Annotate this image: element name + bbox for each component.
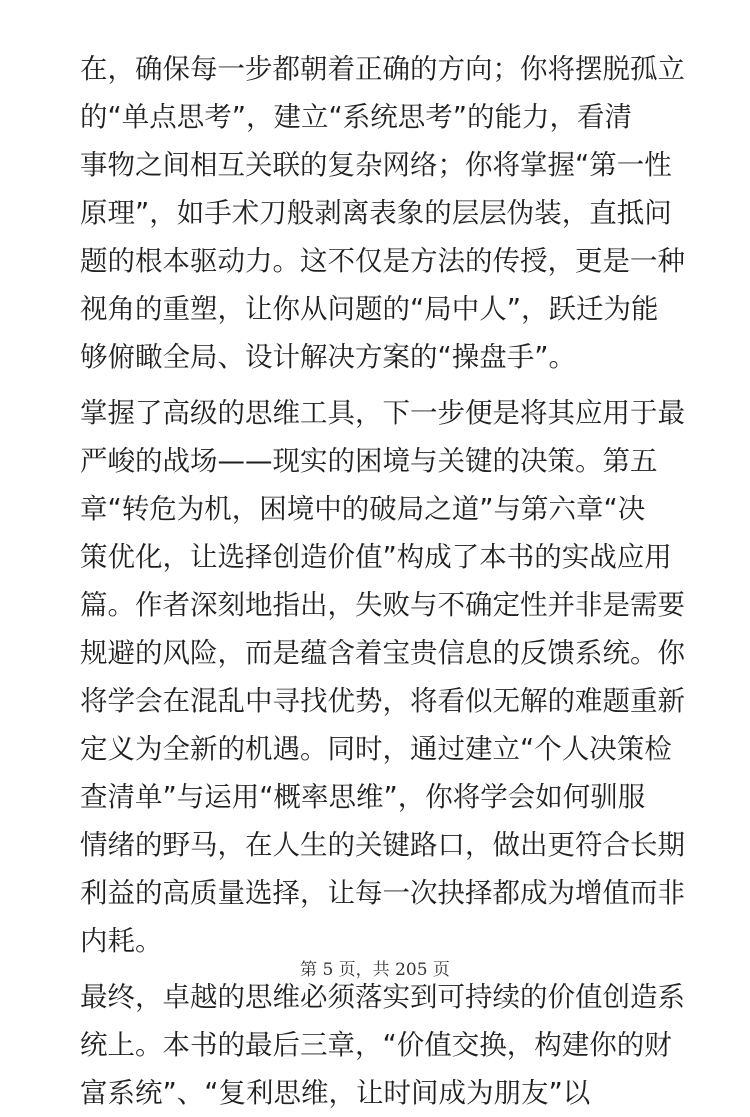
text-line: 最终，卓越的思维必须落实到可持续的价值创造系 bbox=[80, 981, 685, 1013]
text-line: 将学会在混乱中寻找优势，将看似无解的难题重新 bbox=[80, 685, 685, 717]
text-line: 章“转危为机，困境中的破局之道”与第六章“决 bbox=[80, 493, 646, 525]
text-line: 事物之间相互关联的复杂网络；你将掌握“第一性 bbox=[80, 149, 672, 181]
text-line: 统上。本书的最后三章，“价值交换，构建你的财 bbox=[80, 1029, 672, 1061]
page-number-footer: 第 5 页，共 205 页 bbox=[300, 960, 450, 980]
text-line: 利益的高质量选择，让每一次抉择都成为增值而非 bbox=[80, 877, 685, 909]
text-line: 富系统”、“复利思维，让时间成为朋友”以 bbox=[80, 1077, 591, 1109]
text-line: 定义为全新的机遇。同时，通过建立“个人决策检 bbox=[80, 733, 672, 765]
text-line: 在，确保每一步都朝着正确的方向；你将摆脱孤立 bbox=[80, 53, 685, 85]
text-line: 够俯瞰全局、设计解决方案的“操盘手”。 bbox=[80, 341, 576, 373]
paragraph bbox=[80, 973, 685, 1117]
text-line: 视角的重塑，让你从问题的“局中人”，跃迁为能 bbox=[80, 293, 659, 325]
text-line: 规避的风险，而是蕴含着宝贵信息的反馈系统。你 bbox=[80, 637, 685, 669]
paragraph bbox=[80, 389, 685, 965]
text-line: 内耗。 bbox=[80, 925, 163, 957]
text-line: 篇。作者深刻地指出，失败与不确定性并非是需要 bbox=[80, 589, 685, 621]
text-line: 掌握了高级的思维工具，下一步便是将其应用于最 bbox=[80, 397, 685, 429]
text-line: 策优化，让选择创造价值”构成了本书的实战应用 bbox=[80, 541, 672, 573]
text-line: 题的根本驱动力。这不仅是方法的传授，更是一种 bbox=[80, 245, 685, 277]
text-line: 原理”，如手术刀般剥离表象的层层伪装，直抵问 bbox=[80, 197, 672, 229]
text-line: 的“单点思考”，建立“系统思考”的能力，看清 bbox=[80, 101, 632, 133]
text-line: 查清单”与运用“概率思维”，你将学会如何驯服 bbox=[80, 781, 646, 813]
text-line: 情绪的野马，在人生的关键路口，做出更符合长期 bbox=[80, 829, 685, 861]
paragraph bbox=[80, 45, 685, 381]
text-line: 严峻的战场——现实的困境与关键的决策。第五 bbox=[80, 445, 658, 477]
